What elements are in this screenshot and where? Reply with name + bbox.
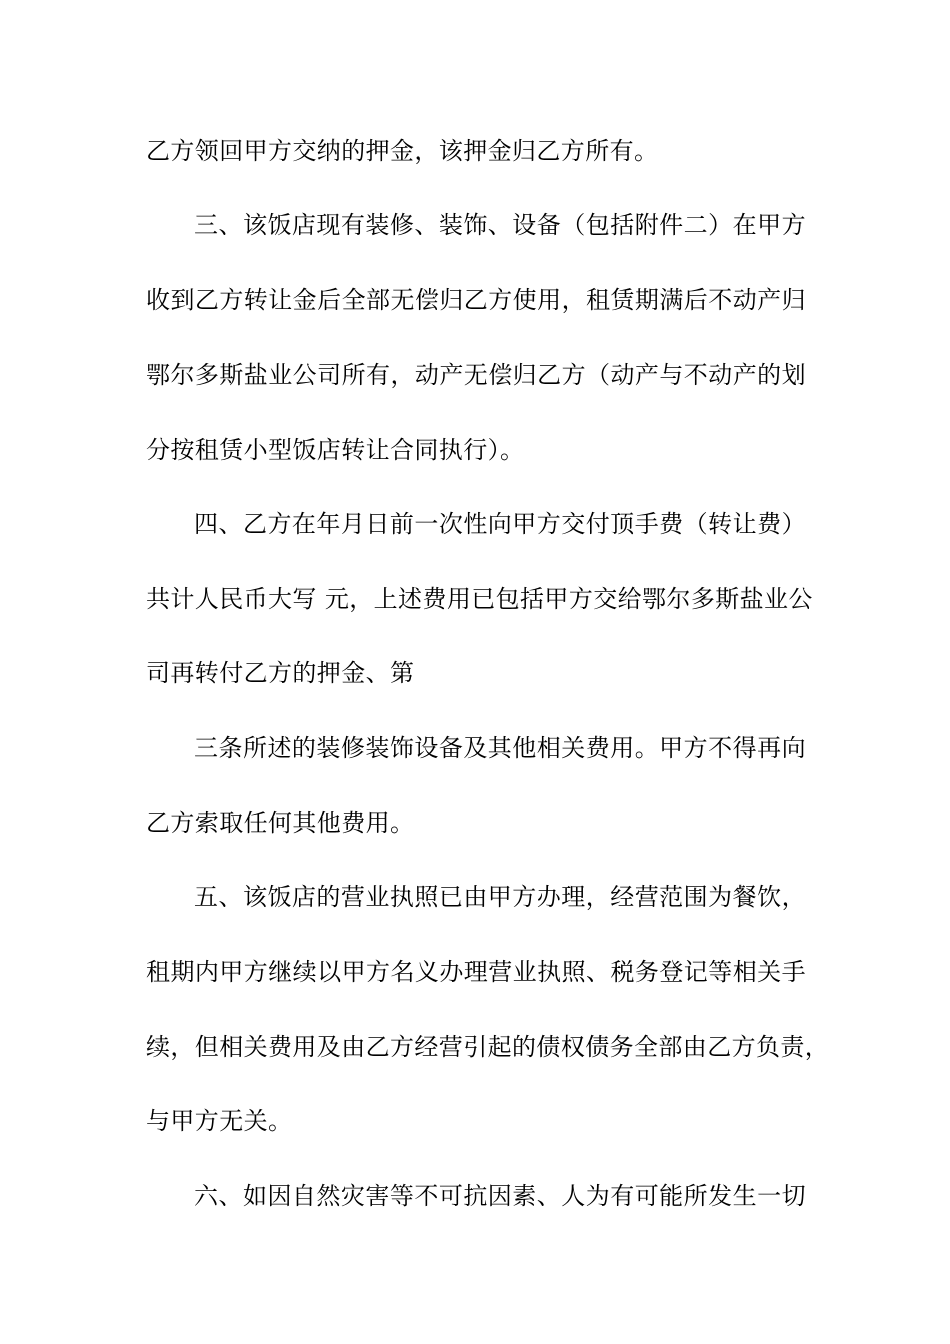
text-line: 司再转付乙方的押金、第 <box>146 659 415 687</box>
text-line: 收到乙方转让金后全部无偿归乙方使用，租赁期满后不动产归 <box>146 286 806 314</box>
text-line: 鄂尔多斯盐业公司所有，动产无偿归乙方（动产与不动产的划 <box>146 361 806 389</box>
text-line: 租期内甲方继续以甲方名义办理营业执照、税务登记等相关手 <box>146 958 806 986</box>
text-line: 三、该饭店现有装修、装饰、设备（包括附件二）在甲方 <box>194 211 806 239</box>
text-line: 六、如因自然灾害等不可抗因素、人为有可能所发生一切 <box>194 1182 806 1210</box>
text-line: 三条所述的装修装饰设备及其他相关费用。甲方不得再向 <box>194 734 806 762</box>
text-line: 续，但相关费用及由乙方经营引起的债权债务全部由乙方负责， <box>146 1033 830 1061</box>
text-line: 四、乙方在年月日前一次性向甲方交付顶手费（转让费） <box>194 510 806 538</box>
text-line: 乙方领回甲方交纳的押金，该押金归乙方所有。 <box>146 137 659 165</box>
text-line: 乙方索取任何其他费用。 <box>146 809 415 837</box>
text-line: 五、该饭店的营业执照已由甲方办理，经营范围为餐饮， <box>194 883 806 911</box>
text-line: 共计人民币大写 元，上述费用已包括甲方交给鄂尔多斯盐业公 <box>146 585 813 613</box>
text-line: 分按租赁小型饭店转让合同执行）。 <box>146 436 525 464</box>
text-line: 与甲方无关。 <box>146 1107 293 1135</box>
